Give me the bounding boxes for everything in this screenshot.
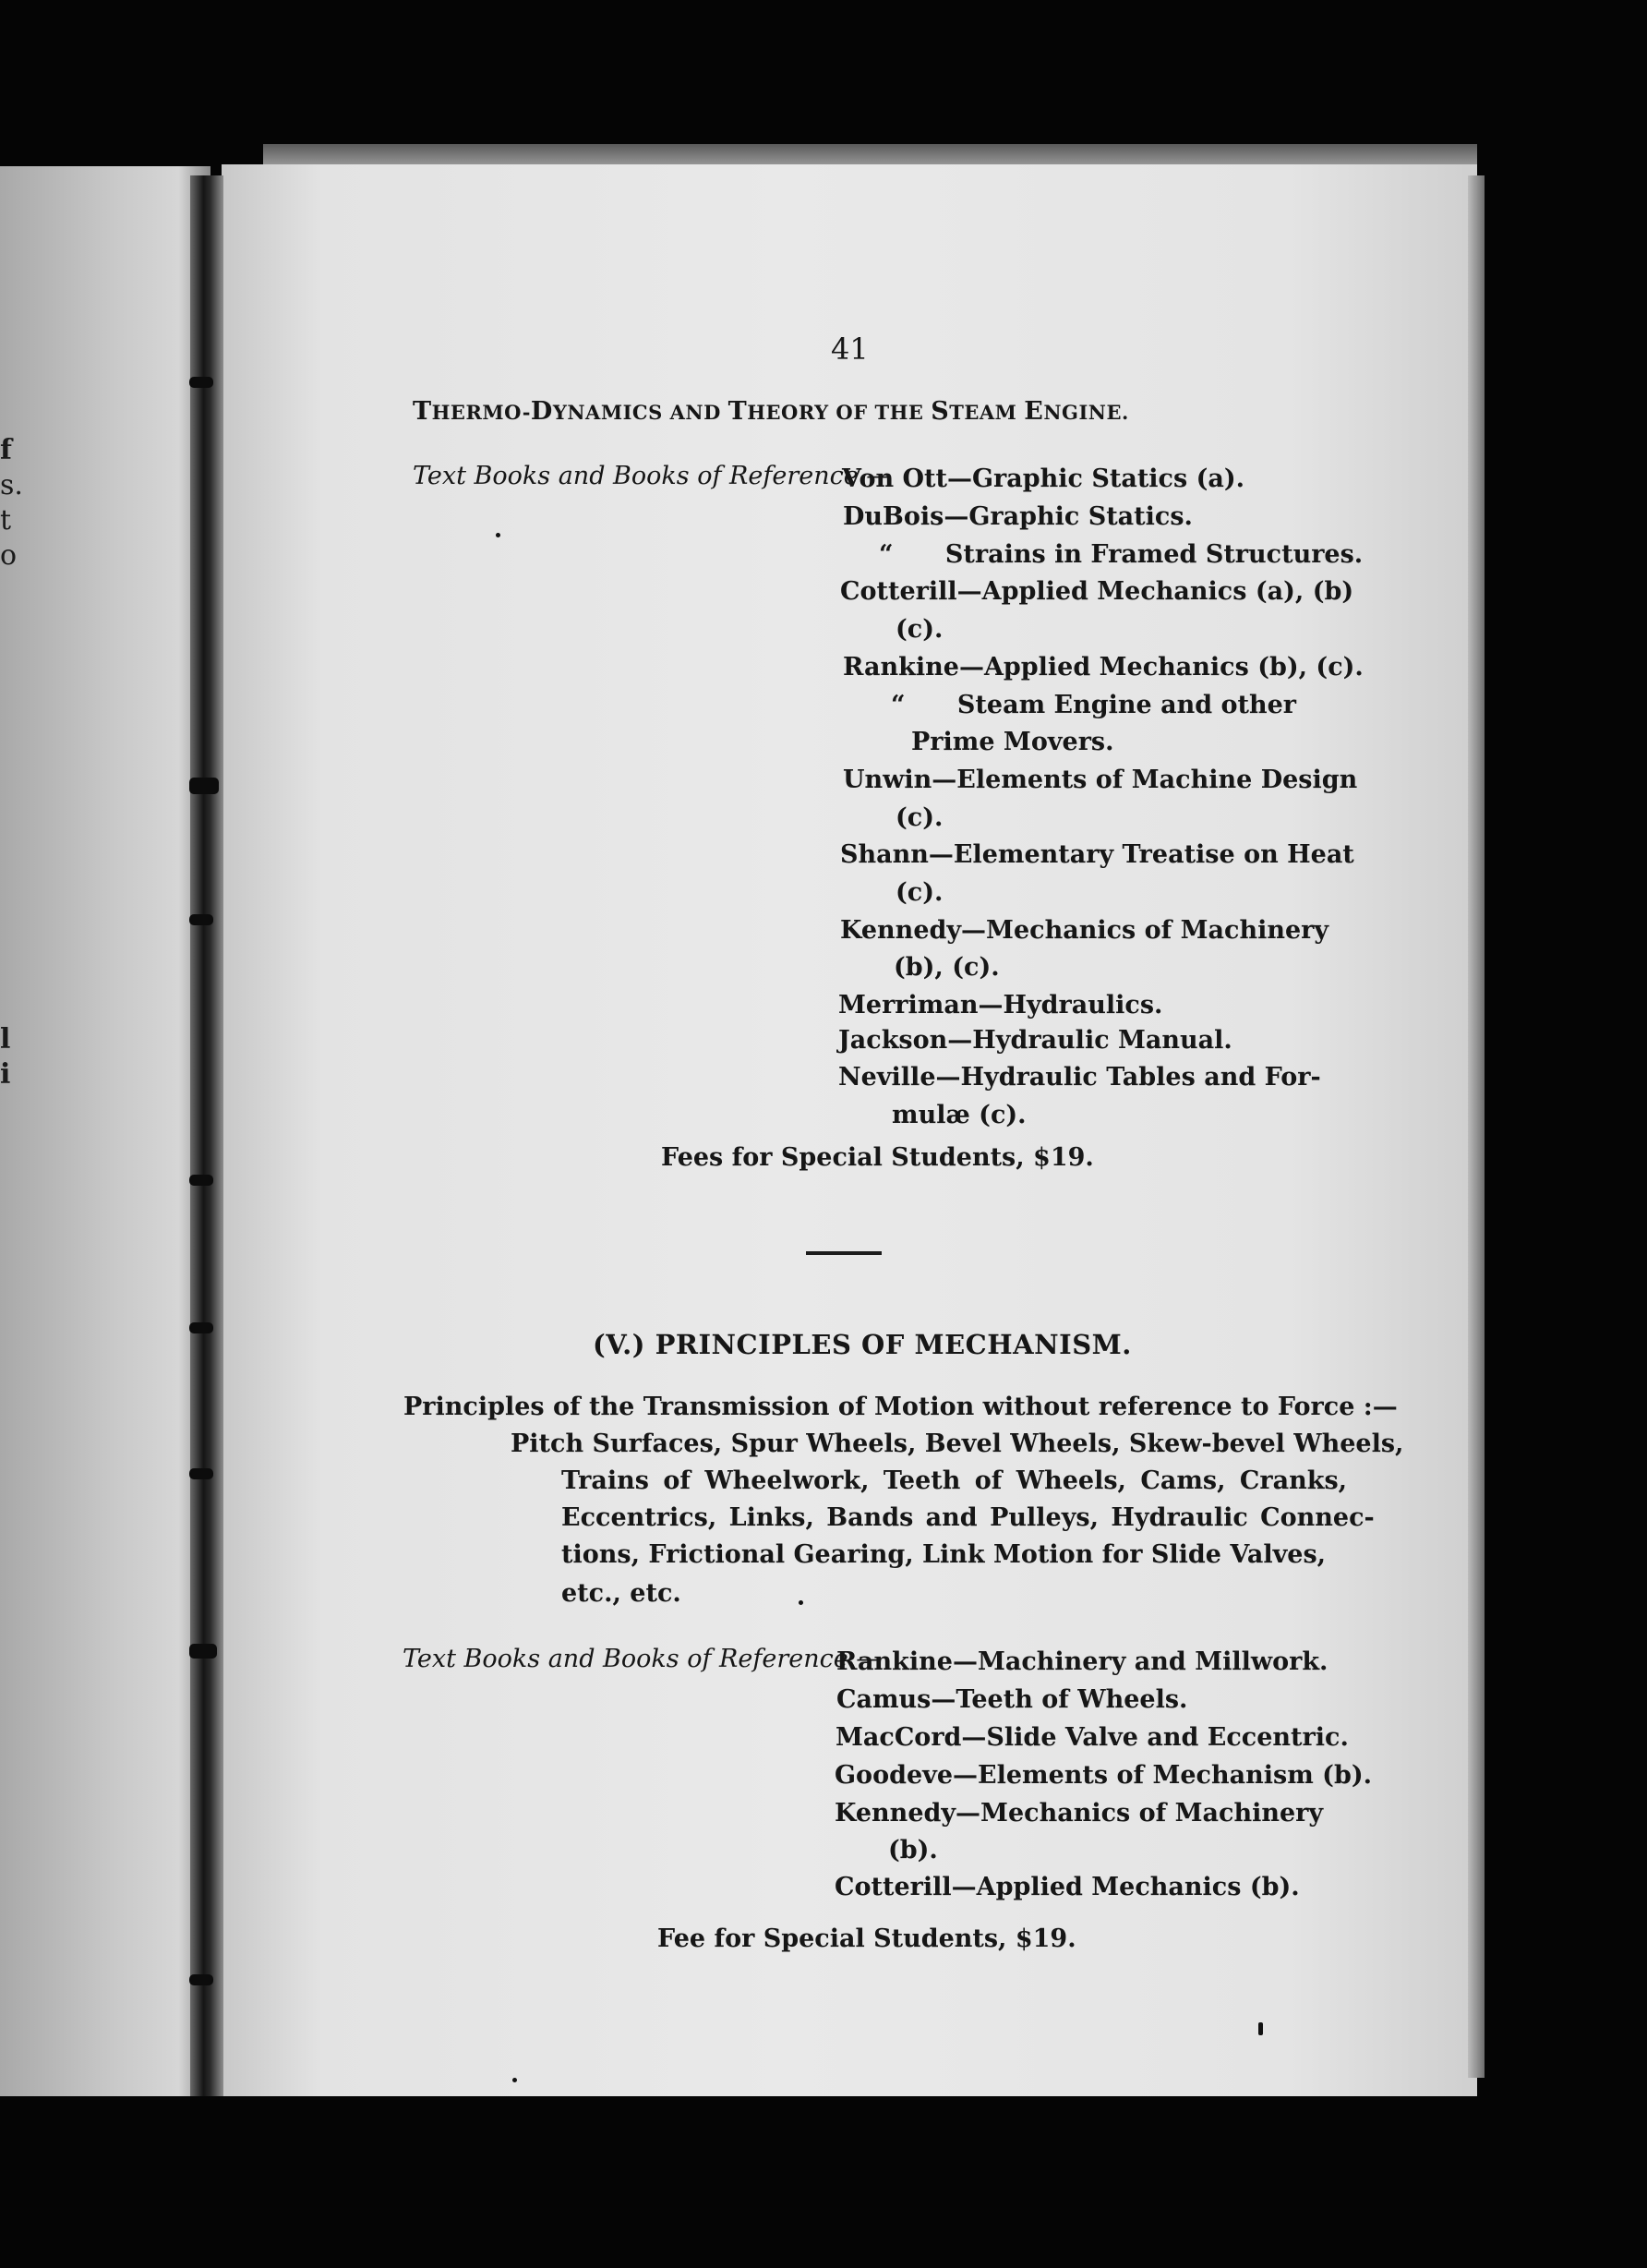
content-line: etc., etc.	[561, 1579, 681, 1608]
paper-speck	[512, 2078, 517, 2082]
book-entry-continuation: (b).	[888, 1836, 938, 1864]
underlying-page-edge	[263, 144, 1477, 166]
binding-stitch	[189, 377, 213, 388]
binding-stitch	[189, 914, 213, 925]
binding-stitch	[189, 1322, 213, 1333]
book-entry: Unwin—Elements of Machine Design	[843, 766, 1358, 794]
binding-stitch	[189, 1175, 213, 1186]
book-entry: DuBois—Graphic Statics.	[843, 502, 1193, 531]
book-entry: Cotterill—Applied Mechanics (a), (b)	[840, 577, 1354, 606]
binding-stitch	[189, 1974, 213, 1985]
binding-stitch	[189, 1468, 213, 1479]
previous-page	[0, 166, 210, 2096]
section-divider	[806, 1251, 882, 1255]
section-intro: Principles of the Transmission of Motion without reference to Force :—	[403, 1393, 1398, 1421]
book-entry: Rankine—Applied Mechanics (b), (c).	[843, 653, 1364, 682]
left-page-fragment: l	[0, 1023, 11, 1056]
paper-speck	[496, 533, 500, 537]
fee-special-students: Fee for Special Students, $19.	[657, 1924, 1076, 1953]
binding-stitch	[189, 1644, 217, 1659]
content-line: Trains of Wheelwork, Teeth of Wheels, Cams, Cranks,	[561, 1466, 1348, 1495]
left-page-fragment: f	[0, 434, 12, 466]
book-entry: Rankine—Machinery and Millwork.	[836, 1647, 1328, 1676]
book-entry: Shann—Elementary Treatise on Heat	[840, 840, 1354, 869]
book-entry: MacCord—Slide Valve and Eccentric.	[836, 1723, 1349, 1752]
left-page-fragment: o	[0, 539, 18, 572]
book-entry: Jackson—Hydraulic Manual.	[838, 1026, 1232, 1055]
book-entry-continuation: (c).	[896, 615, 944, 644]
book-entry-continuation: (b), (c).	[894, 953, 1000, 982]
page-edge-shadow	[1468, 175, 1485, 2078]
book-entry: Cotterill—Applied Mechanics (b).	[835, 1873, 1300, 1901]
content-line: Pitch Surfaces, Spur Wheels, Bevel Wheels, Skew-bevel Wheels,	[511, 1430, 1404, 1458]
left-page-fragment: t	[0, 504, 12, 537]
book-binding	[190, 175, 223, 2096]
book-entry: Kennedy—Mechanics of Machinery	[835, 1799, 1324, 1828]
section-heading-thermodynamics: THERMO-DYNAMICS AND THEORY OF THE STEAM ENGINE.	[413, 397, 1129, 426]
page-number: 41	[831, 332, 869, 367]
book-entry: Neville—Hydraulic Tables and For-	[838, 1063, 1321, 1092]
content-line: Eccentrics, Links, Bands and Pulleys, Hydraulic Connec-	[561, 1503, 1375, 1532]
left-page-fragment: s.	[0, 469, 23, 501]
book-entry: Goodeve—Elements of Mechanism (b).	[835, 1761, 1373, 1790]
book-entry: Merriman—Hydraulics.	[838, 991, 1163, 1019]
paper-speck	[1258, 2022, 1263, 2035]
book-entry: “ Steam Engine and other	[891, 691, 1297, 719]
content-line: tions, Frictional Gearing, Link Motion for Slide Valves,	[561, 1540, 1327, 1569]
paper-speck	[799, 1600, 803, 1605]
book-entry-continuation: (c).	[896, 878, 944, 907]
book-entry: “ Strains in Framed Structures.	[879, 540, 1364, 569]
book-entry-continuation: mulæ (c).	[892, 1101, 1027, 1129]
book-entry: Kennedy—Mechanics of Machinery	[840, 916, 1329, 945]
section-heading-mechanism: (V.) PRINCIPLES OF MECHANISM.	[593, 1329, 1132, 1360]
book-entry-continuation: (c).	[896, 803, 944, 832]
book-entry: Von Ott—Graphic Statics (a).	[842, 464, 1245, 493]
fee-special-students: Fees for Special Students, $19.	[661, 1143, 1094, 1172]
left-page-fragment: i	[0, 1058, 11, 1091]
book-entry-continuation: Prime Movers.	[911, 728, 1114, 756]
book-entry: Camus—Teeth of Wheels.	[836, 1685, 1188, 1714]
books-label: Text Books and Books of Reference.—	[413, 462, 892, 490]
books-label: Text Books and Books of Reference.—	[403, 1645, 882, 1673]
binding-stitch	[189, 778, 219, 794]
